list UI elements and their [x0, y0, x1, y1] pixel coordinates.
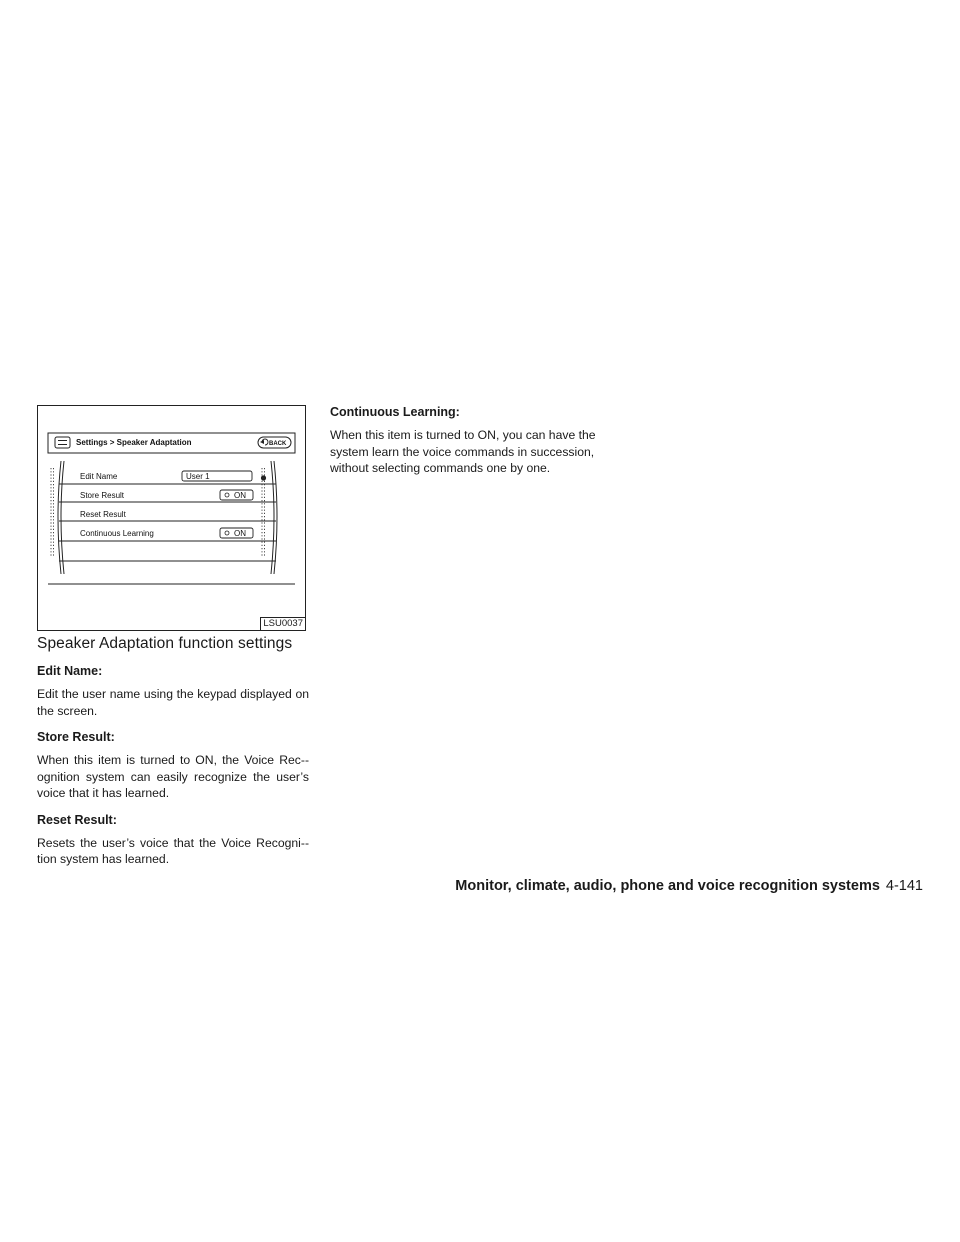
breadcrumb: Settings > Speaker Adaptation	[76, 438, 192, 447]
back-button-label: BACK	[269, 440, 287, 447]
menu-item-store-result: Store Result	[80, 491, 125, 500]
right-column	[330, 404, 602, 487]
store-result-body: When this item is turned to ON, the Voice Rec-ognition system can easily recognize the user’s voice that it has learned.	[37, 753, 309, 800]
settings-screen-figure	[37, 405, 306, 631]
continuous-learning-heading: Continuous Learning:	[330, 405, 460, 419]
store-result-value: ON	[234, 491, 246, 500]
continuous-learning-value: ON	[234, 529, 246, 538]
scroll-position-dot	[261, 475, 266, 480]
edit-name-value: User 1	[186, 472, 210, 481]
menu-item-continuous-learning: Continuous Learning	[80, 529, 154, 538]
footer-section-title: Monitor, climate, audio, phone and voice recognition systems	[455, 878, 880, 894]
page-footer	[455, 877, 923, 895]
menu-item-edit-name: Edit Name	[80, 472, 118, 481]
menu-icon	[55, 437, 70, 448]
reset-result-heading: Reset Result:	[37, 812, 117, 827]
section-title: Speaker Adaptation function settings	[37, 635, 293, 652]
left-column	[37, 634, 309, 878]
page-number: 4-141	[885, 878, 923, 894]
continuous-learning-body: When this item is turned to ON, you can have the system learn the voice commands in succession, without selecting commands one by one.	[330, 428, 596, 475]
figure-id: LSU0037	[260, 617, 305, 630]
edit-name-body: Edit the user name using the keypad displayed on the screen.	[37, 687, 309, 718]
edit-name-heading: Edit Name:	[37, 664, 103, 678]
store-result-heading: Store Result:	[37, 730, 115, 744]
reset-result-body: Resets the user’s voice that the Voice Recogni-tion system has learned.	[37, 835, 309, 866]
menu-item-reset-result: Reset Result	[80, 510, 126, 519]
